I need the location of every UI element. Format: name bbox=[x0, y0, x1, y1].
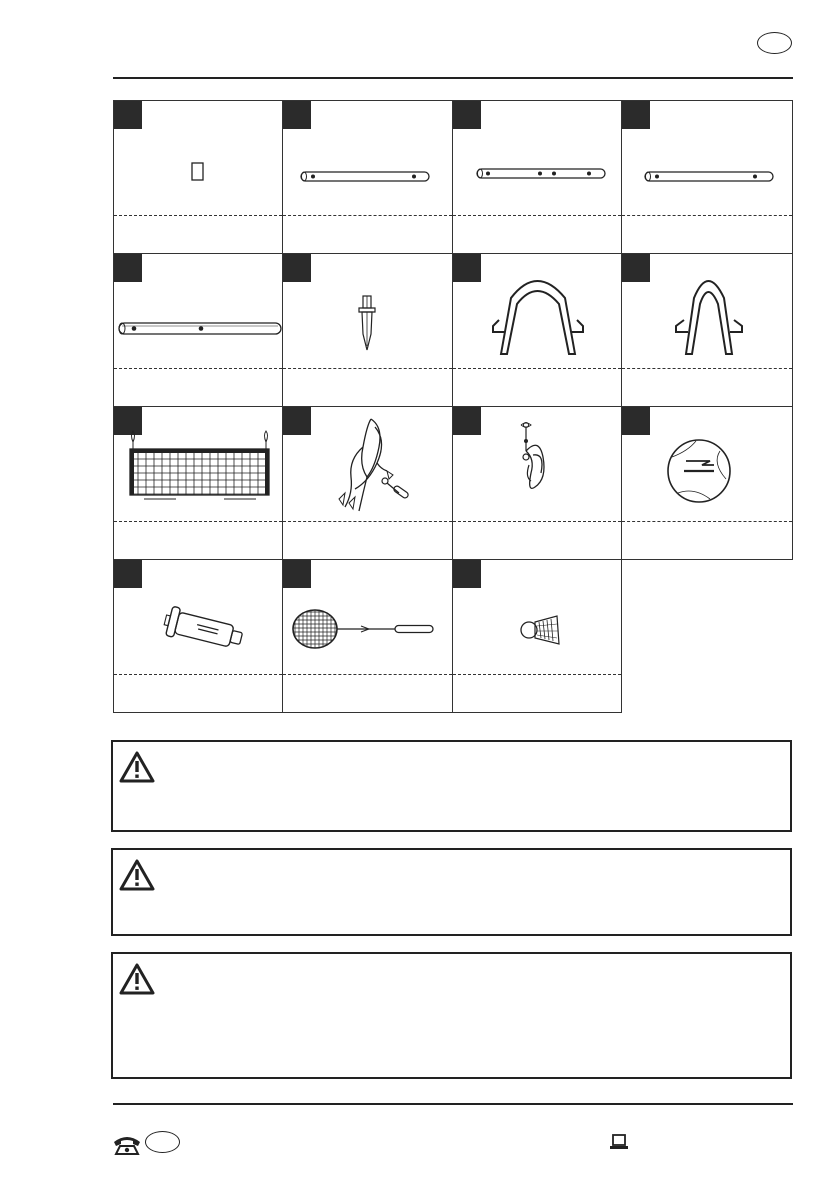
part-cell-top-pole bbox=[113, 253, 283, 407]
label-line bbox=[622, 215, 792, 216]
footer-badge bbox=[145, 1131, 180, 1153]
header-rule bbox=[113, 77, 793, 79]
label-line bbox=[114, 674, 282, 675]
ground-stake-icon bbox=[283, 254, 454, 408]
footer-rule bbox=[113, 1103, 793, 1105]
telephone-icon bbox=[112, 1134, 142, 1156]
shuttlecock-icon bbox=[453, 560, 623, 714]
racket-icon bbox=[283, 560, 454, 714]
warning-box-2 bbox=[111, 848, 792, 936]
part-cell-wide-base-frame bbox=[452, 253, 622, 407]
label-line bbox=[453, 674, 621, 675]
short-pole-icon bbox=[283, 101, 454, 255]
long-pole-icon bbox=[622, 101, 794, 255]
label-line bbox=[114, 215, 282, 216]
part-cell-guy-rope-single bbox=[452, 406, 622, 560]
part-cell-net bbox=[113, 406, 283, 560]
net-icon bbox=[114, 407, 284, 561]
part-cell-shuttlecock bbox=[452, 559, 622, 713]
guy-rope-single-icon bbox=[453, 407, 623, 561]
label-line bbox=[114, 521, 282, 522]
part-cell-racket bbox=[282, 559, 453, 713]
middle-pole-icon bbox=[453, 101, 623, 255]
top-pole-icon bbox=[114, 254, 284, 408]
part-cell-guy-ropes-set bbox=[282, 406, 453, 560]
pump-icon bbox=[114, 560, 284, 714]
warning-triangle-icon bbox=[119, 858, 155, 892]
label-line bbox=[453, 368, 621, 369]
label-line bbox=[283, 215, 452, 216]
guy-ropes-set-icon bbox=[283, 407, 454, 561]
part-cell-ball bbox=[621, 406, 793, 560]
label-line bbox=[453, 215, 621, 216]
label-line bbox=[622, 521, 792, 522]
warning-box-1 bbox=[111, 740, 792, 832]
part-cell-short-pole bbox=[282, 100, 453, 254]
label-line bbox=[283, 521, 452, 522]
part-cell-middle-pole bbox=[452, 100, 622, 254]
label-line bbox=[283, 674, 452, 675]
narrow-base-frame-icon bbox=[622, 254, 794, 408]
warning-triangle-icon bbox=[119, 962, 155, 996]
part-cell-narrow-base-frame bbox=[621, 253, 793, 407]
label-line bbox=[453, 521, 621, 522]
part-cell-ground-stake bbox=[282, 253, 453, 407]
warning-box-3 bbox=[111, 952, 792, 1079]
laptop-icon bbox=[609, 1134, 629, 1152]
clip-icon bbox=[114, 101, 284, 255]
part-cell-clip bbox=[113, 100, 283, 254]
country-badge bbox=[757, 32, 792, 54]
label-line bbox=[622, 368, 792, 369]
warning-triangle-icon bbox=[119, 750, 155, 784]
part-cell-pump bbox=[113, 559, 283, 713]
label-line bbox=[283, 368, 452, 369]
wide-base-frame-icon bbox=[453, 254, 623, 408]
label-line bbox=[114, 368, 282, 369]
ball-icon bbox=[622, 407, 794, 561]
part-cell-long-pole bbox=[621, 100, 793, 254]
